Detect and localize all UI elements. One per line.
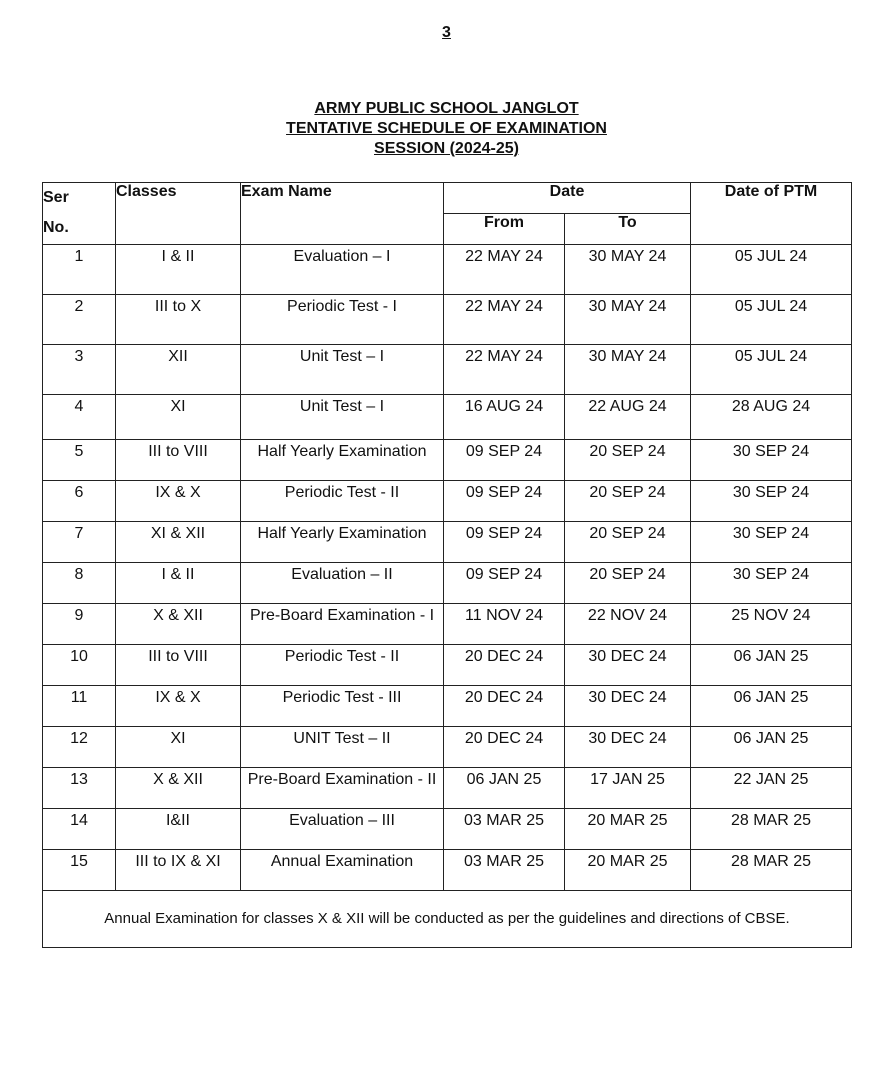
ser-cell: 11: [43, 686, 116, 727]
table-row: [43, 809, 852, 850]
table-row: [43, 727, 852, 768]
table-row: [43, 345, 852, 395]
footer-row: [43, 891, 852, 948]
ptm-date-cell: 22 JAN 25: [691, 768, 852, 809]
date-from-cell: 22 MAY 24: [444, 345, 565, 395]
date-from-cell: 20 DEC 24: [444, 686, 565, 727]
exam-name-cell: Evaluation – II: [241, 563, 444, 604]
date-to-cell: 20 SEP 24: [565, 481, 691, 522]
classes-cell: IX & X: [116, 686, 241, 727]
date-to-cell: 20 MAR 25: [565, 850, 691, 891]
ser-cell: 5: [43, 440, 116, 481]
ser-cell: 7: [43, 522, 116, 563]
classes-cell: III to VIII: [116, 440, 241, 481]
header-ser-no: [43, 183, 116, 245]
ser-cell: 4: [43, 395, 116, 440]
ptm-date-cell: 30 SEP 24: [691, 481, 852, 522]
header-ptm: Date of PTM: [691, 183, 852, 245]
ser-cell: 8: [43, 563, 116, 604]
header-classes: Classes: [116, 183, 241, 245]
exam-name-cell: Annual Examination: [241, 850, 444, 891]
date-from-cell: 11 NOV 24: [444, 604, 565, 645]
header-ser-line2: No.: [43, 219, 69, 236]
ser-cell: 6: [43, 481, 116, 522]
date-to-cell: 30 DEC 24: [565, 686, 691, 727]
table-row: [43, 481, 852, 522]
date-to-cell: 30 DEC 24: [565, 645, 691, 686]
header-to: To: [565, 214, 691, 245]
ptm-date-cell: 25 NOV 24: [691, 604, 852, 645]
ptm-date-cell: 28 MAR 25: [691, 850, 852, 891]
table-row: [43, 522, 852, 563]
exam-name-cell: Unit Test – I: [241, 345, 444, 395]
exam-name-cell: Periodic Test - II: [241, 481, 444, 522]
date-to-cell: 20 SEP 24: [565, 522, 691, 563]
exam-name-cell: Half Yearly Examination: [241, 522, 444, 563]
page-number: 3: [442, 24, 451, 41]
date-from-cell: 20 DEC 24: [444, 645, 565, 686]
date-from-cell: 16 AUG 24: [444, 395, 565, 440]
ser-cell: 10: [43, 645, 116, 686]
date-to-cell: 20 SEP 24: [565, 440, 691, 481]
footer-note: Annual Examination for classes X & XII will be conducted as per the guidelines and directions of CBSE.: [43, 891, 852, 948]
exam-name-cell: Half Yearly Examination: [241, 440, 444, 481]
document-heading: [0, 99, 893, 159]
exam-name-cell: Periodic Test - III: [241, 686, 444, 727]
classes-cell: X & XII: [116, 768, 241, 809]
table-row: [43, 850, 852, 891]
date-to-cell: 30 MAY 24: [565, 295, 691, 345]
date-to-cell: 17 JAN 25: [565, 768, 691, 809]
classes-cell: XII: [116, 345, 241, 395]
header-ser-line1: Ser: [43, 189, 69, 206]
date-from-cell: 09 SEP 24: [444, 563, 565, 604]
date-from-cell: 09 SEP 24: [444, 440, 565, 481]
date-from-cell: 22 MAY 24: [444, 295, 565, 345]
table-row: [43, 604, 852, 645]
date-to-cell: 20 MAR 25: [565, 809, 691, 850]
classes-cell: I & II: [116, 245, 241, 295]
date-from-cell: 09 SEP 24: [444, 522, 565, 563]
ser-cell: 12: [43, 727, 116, 768]
classes-cell: III to IX & XI: [116, 850, 241, 891]
date-to-cell: 30 DEC 24: [565, 727, 691, 768]
date-to-cell: 20 SEP 24: [565, 563, 691, 604]
ser-cell: 13: [43, 768, 116, 809]
school-name: ARMY PUBLIC SCHOOL JANGLOT: [314, 100, 579, 117]
classes-cell: I&II: [116, 809, 241, 850]
session-label: SESSION (2024-25): [374, 140, 519, 157]
ptm-date-cell: 05 JUL 24: [691, 245, 852, 295]
exam-name-cell: Unit Test – I: [241, 395, 444, 440]
table-row: [43, 686, 852, 727]
ptm-date-cell: 30 SEP 24: [691, 563, 852, 604]
date-from-cell: 09 SEP 24: [444, 481, 565, 522]
ser-cell: 3: [43, 345, 116, 395]
date-from-cell: 06 JAN 25: [444, 768, 565, 809]
exam-name-cell: Periodic Test - I: [241, 295, 444, 345]
schedule-title: TENTATIVE SCHEDULE OF EXAMINATION: [286, 120, 607, 137]
header-from: From: [444, 214, 565, 245]
exam-name-cell: Evaluation – III: [241, 809, 444, 850]
exam-name-cell: Evaluation – I: [241, 245, 444, 295]
exam-name-cell: Pre-Board Examination - II: [241, 768, 444, 809]
ser-cell: 15: [43, 850, 116, 891]
date-to-cell: 30 MAY 24: [565, 245, 691, 295]
date-to-cell: 22 AUG 24: [565, 395, 691, 440]
header-exam-name: Exam Name: [241, 183, 444, 245]
ptm-date-cell: 28 MAR 25: [691, 809, 852, 850]
ptm-date-cell: 30 SEP 24: [691, 440, 852, 481]
header-date: Date: [444, 183, 691, 214]
table-row: [43, 563, 852, 604]
date-from-cell: 22 MAY 24: [444, 245, 565, 295]
date-to-cell: 30 MAY 24: [565, 345, 691, 395]
classes-cell: XI: [116, 727, 241, 768]
date-from-cell: 20 DEC 24: [444, 727, 565, 768]
ser-cell: 2: [43, 295, 116, 345]
table-row: [43, 245, 852, 295]
date-from-cell: 03 MAR 25: [444, 850, 565, 891]
date-to-cell: 22 NOV 24: [565, 604, 691, 645]
ptm-date-cell: 06 JAN 25: [691, 645, 852, 686]
table-row: [43, 768, 852, 809]
ser-cell: 9: [43, 604, 116, 645]
ser-cell: 14: [43, 809, 116, 850]
classes-cell: XI: [116, 395, 241, 440]
exam-schedule-table: [42, 182, 852, 948]
classes-cell: X & XII: [116, 604, 241, 645]
ptm-date-cell: 28 AUG 24: [691, 395, 852, 440]
classes-cell: XI & XII: [116, 522, 241, 563]
ptm-date-cell: 30 SEP 24: [691, 522, 852, 563]
ptm-date-cell: 06 JAN 25: [691, 727, 852, 768]
classes-cell: I & II: [116, 563, 241, 604]
exam-name-cell: UNIT Test – II: [241, 727, 444, 768]
ptm-date-cell: 05 JUL 24: [691, 345, 852, 395]
ptm-date-cell: 05 JUL 24: [691, 295, 852, 345]
date-from-cell: 03 MAR 25: [444, 809, 565, 850]
classes-cell: III to VIII: [116, 645, 241, 686]
table-row: [43, 295, 852, 345]
exam-name-cell: Periodic Test - II: [241, 645, 444, 686]
exam-name-cell: Pre-Board Examination - I: [241, 604, 444, 645]
classes-cell: IX & X: [116, 481, 241, 522]
ptm-date-cell: 06 JAN 25: [691, 686, 852, 727]
table-row: [43, 440, 852, 481]
ser-cell: 1: [43, 245, 116, 295]
table-row: [43, 645, 852, 686]
table-row: [43, 395, 852, 440]
header-row: [43, 183, 852, 214]
classes-cell: III to X: [116, 295, 241, 345]
